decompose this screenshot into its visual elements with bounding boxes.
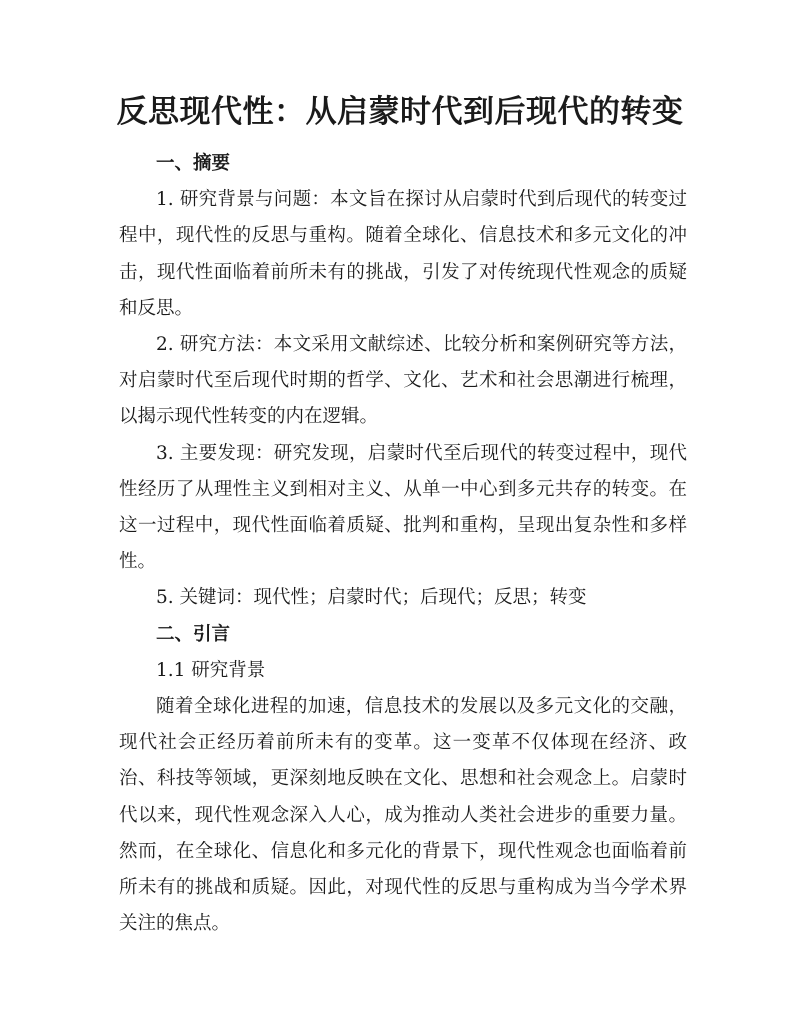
document-title: 反思现代性：从启蒙时代到后现代的转变 [116,94,684,130]
section-heading-introduction: 二、引言 [156,623,231,645]
abstract-item-findings: 3. 主要发现：研究发现，启蒙时代至后现代的转变过程中，现代性经历了从理性主义到相对主义、从单一中心到多元共存的转变。在这一过程中，现代性面临着质疑、批判和重构，呈现出复杂性和多样性。 [119,442,687,573]
abstract-item-background: 1. 研究背景与问题：本文旨在探讨从启蒙时代到后现代的转变过程中，现代性的反思与重构。随着全球化、信息技术和多元文化的冲击，现代性面临着前所未有的挑战，引发了对传统现代性观念的质疑和反思。 [119,189,687,319]
subsection-heading-background: 1.1 研究背景 [156,659,266,681]
abstract-item-method: 2. 研究方法：本文采用文献综述、比较分析和案例研究等方法，对启蒙时代至后现代时期的哲学、文化、艺术和社会思潮进行梳理，以揭示现代性转变的内在逻辑。 [119,334,687,428]
document-body [119,146,687,942]
section-heading-abstract: 一、摘要 [156,153,231,174]
introduction-paragraph: 随着全球化进程的加速，信息技术的发展以及多元文化的交融，现代社会正经历着前所未有的变革。这一变革不仅体现在经济、政治、科技等领域，更深刻地反映在文化、思想和社会观念上。启蒙时代以来，现代性观念深入人心，成为推动人类社会进步的重要力量。然而，在全球化、信息化和多元化的背景下，现代性观念也面临着前所未有的挑战和质疑。因此，对现代性的反思与重构成为当今学术界关注的焦点。 [119,696,687,935]
abstract-item-keywords: 5. 关键词：现代性；启蒙时代；后现代；反思；转变 [156,587,587,609]
